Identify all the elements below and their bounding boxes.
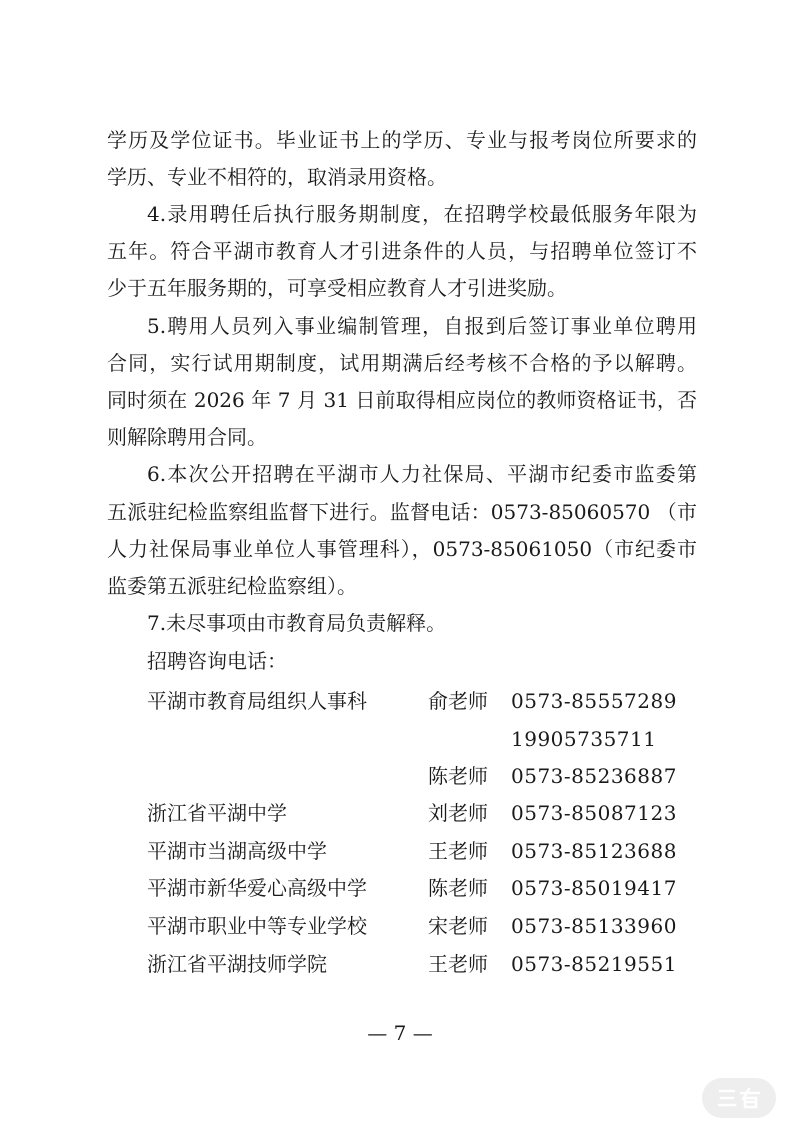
contact-phone: 0573-85019417 — [511, 876, 677, 900]
contact-org: 浙江省平湖技师学院 — [147, 952, 327, 976]
contact-row — [147, 721, 707, 758]
body-line: 人力社保局事业单位人事管理科），0573-85061050（市纪委市 — [107, 537, 697, 561]
contact-org: 平湖市当湖高级中学 — [147, 839, 327, 863]
contact-person: 俞老师 — [428, 689, 488, 713]
body-line: 合同，实行试用期制度，试用期满后经考核不合格的予以解聘。 — [107, 351, 697, 375]
contact-row — [147, 683, 707, 720]
contact-phone: 0573-85236887 — [511, 764, 677, 788]
body-line: 学历及学位证书。毕业证书上的学历、专业与报考岗位所要求的 — [107, 128, 697, 152]
contact-row — [147, 795, 707, 832]
body-line: 监委第五派驻纪检监察组）。 — [107, 574, 357, 598]
watermark-logo — [702, 1078, 776, 1118]
body-line: 7.未尽事项由市教育局负责解释。 — [147, 611, 447, 635]
contact-row — [147, 908, 707, 945]
contact-person: 宋老师 — [428, 914, 488, 938]
contact-person: 陈老师 — [428, 764, 488, 788]
body-line: 少于五年服务期的，可享受相应教育人才引进奖励。 — [107, 276, 567, 300]
contact-phone: 0573-85087123 — [511, 801, 677, 825]
contact-phone: 0573-85557289 — [511, 689, 677, 713]
contact-person: 陈老师 — [428, 876, 488, 900]
contact-phone: 0573-85123688 — [511, 839, 677, 863]
contact-org: 浙江省平湖中学 — [147, 801, 287, 825]
contact-org: 平湖市新华爱心高级中学 — [147, 876, 367, 900]
body-line: 学历、专业不相符的，取消录用资格。 — [107, 165, 447, 189]
body-line: 五派驻纪检监察组监督下进行。监督电话：0573-85060570 （市 — [107, 500, 697, 524]
contact-phone: 0573-85219551 — [511, 952, 677, 976]
page-number: — 7 — — [367, 1021, 433, 1045]
body-line: 招聘咨询电话： — [147, 649, 287, 673]
contact-person: 王老师 — [428, 952, 488, 976]
contact-row — [147, 833, 707, 870]
contact-person: 王老师 — [428, 839, 488, 863]
contact-phone: 19905735711 — [511, 727, 657, 751]
contact-org: 平湖市职业中等专业学校 — [147, 914, 367, 938]
body-line: 5.聘用人员列入事业编制管理，自报到后签订事业单位聘用 — [147, 314, 697, 338]
contact-org: 平湖市教育局组织人事科 — [147, 689, 367, 713]
body-line: 则解除聘用合同。 — [107, 425, 267, 449]
contact-row — [147, 946, 707, 983]
contact-row — [147, 758, 707, 795]
watermark-logo-icon — [717, 1087, 761, 1109]
body-line: 五年。符合平湖市教育人才引进条件的人员，与招聘单位签订不 — [107, 239, 697, 263]
body-line: 同时须在 2026 年 7 月 31 日前取得相应岗位的教师资格证书，否 — [107, 388, 697, 412]
contact-person: 刘老师 — [428, 801, 488, 825]
contact-phone: 0573-85133960 — [511, 914, 677, 938]
contact-row — [147, 870, 707, 907]
body-line: 4.录用聘任后执行服务期制度，在招聘学校最低服务年限为 — [147, 202, 697, 226]
body-line: 6.本次公开招聘在平湖市人力社保局、平湖市纪委市监委第 — [147, 462, 697, 486]
